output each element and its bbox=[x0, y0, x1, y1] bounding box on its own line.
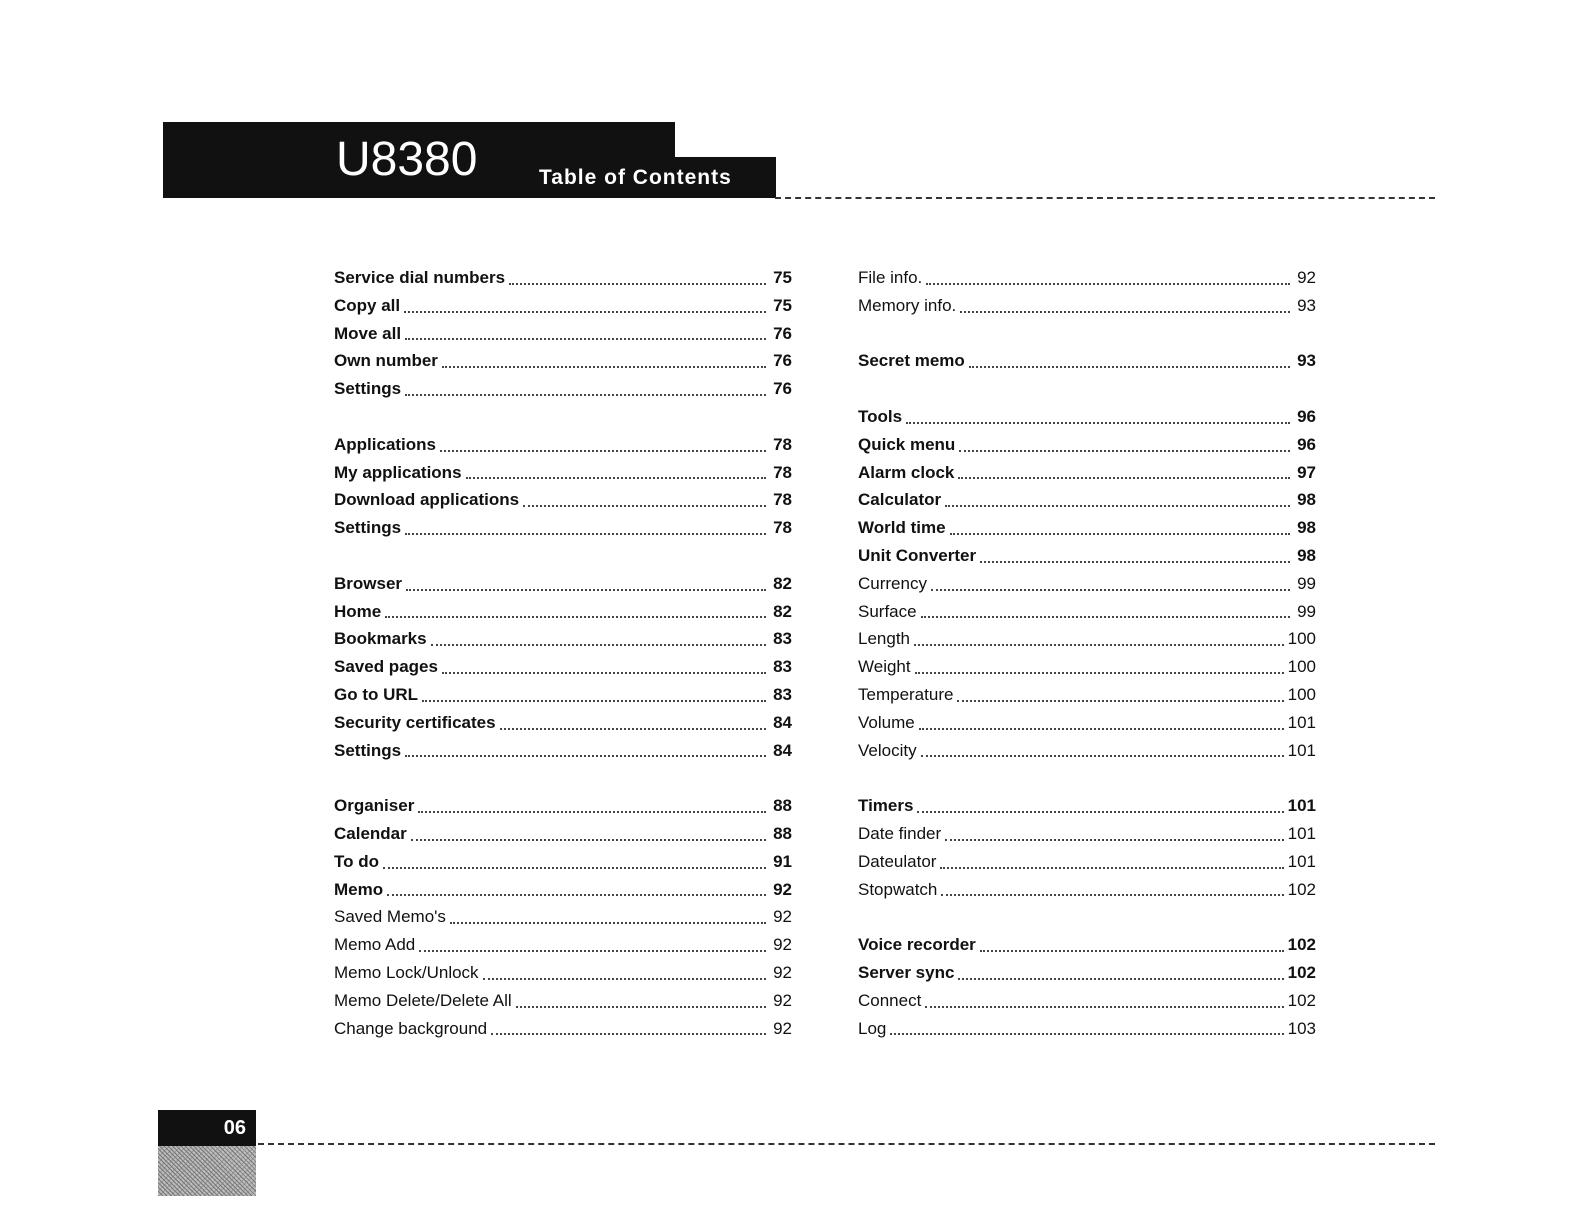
toc-entry-page: 101 bbox=[1287, 823, 1316, 843]
dot-leader bbox=[440, 449, 766, 452]
toc-entry[interactable] bbox=[858, 264, 1316, 292]
toc-entry[interactable] bbox=[334, 737, 792, 765]
toc-entry[interactable] bbox=[858, 625, 1316, 653]
toc-entry[interactable] bbox=[858, 876, 1316, 904]
page-tab-texture bbox=[158, 1146, 256, 1196]
toc-entry-title: Server sync bbox=[858, 962, 955, 982]
toc-entry-page: 102 bbox=[1287, 935, 1316, 955]
toc-entry-page: 84 bbox=[773, 740, 792, 760]
dot-leader bbox=[509, 282, 766, 285]
toc-entry-title: Download applications bbox=[334, 490, 520, 510]
toc-entry-title: Surface bbox=[858, 601, 917, 621]
toc-entry-page: 83 bbox=[773, 657, 792, 677]
dot-leader bbox=[405, 393, 766, 396]
dot-leader bbox=[383, 866, 766, 869]
toc-entry-title: Secret memo bbox=[858, 351, 965, 371]
toc-entry-title: Temperature bbox=[858, 684, 954, 704]
toc-entry-page: 76 bbox=[773, 379, 792, 399]
toc-entry-page: 101 bbox=[1287, 712, 1316, 732]
toc-entry[interactable] bbox=[858, 431, 1316, 459]
toc-entry[interactable] bbox=[858, 1015, 1316, 1043]
toc-entry-title: Own number bbox=[334, 351, 438, 371]
dot-leader bbox=[442, 365, 766, 368]
dot-leader bbox=[387, 893, 766, 896]
dot-leader bbox=[419, 949, 766, 952]
toc-entry-page: 99 bbox=[1297, 573, 1316, 593]
toc-entry[interactable] bbox=[334, 1015, 792, 1043]
dot-leader bbox=[466, 476, 766, 479]
dot-leader bbox=[500, 727, 766, 730]
toc-entry-page: 83 bbox=[773, 629, 792, 649]
toc-entry-title: Memo Delete/Delete All bbox=[334, 990, 512, 1010]
dot-leader bbox=[958, 476, 1290, 479]
toc-entry-title: Saved pages bbox=[334, 657, 438, 677]
toc-entry[interactable] bbox=[334, 598, 792, 626]
dot-leader bbox=[450, 921, 766, 924]
toc-entry[interactable] bbox=[334, 320, 792, 348]
dot-leader bbox=[404, 310, 766, 313]
toc-entry[interactable] bbox=[334, 876, 792, 904]
dot-leader bbox=[980, 560, 1290, 563]
dot-leader bbox=[442, 671, 766, 674]
page-number: 06 bbox=[158, 1110, 256, 1146]
section-gap bbox=[858, 903, 1316, 931]
toc-entry[interactable] bbox=[334, 347, 792, 375]
toc-entry-title: Date finder bbox=[858, 823, 942, 843]
toc-entry[interactable] bbox=[858, 459, 1316, 487]
dot-leader bbox=[406, 588, 766, 591]
toc-entry-title: Settings bbox=[334, 518, 402, 538]
toc-entry[interactable] bbox=[334, 681, 792, 709]
toc-entry-title: Calculator bbox=[858, 490, 942, 510]
toc-entry[interactable] bbox=[858, 681, 1316, 709]
toc-entry-title: Calendar bbox=[334, 823, 407, 843]
toc-entry-title: Dateulator bbox=[858, 851, 937, 871]
toc-entry-title: Unit Converter bbox=[858, 545, 977, 565]
toc-entry-page: 101 bbox=[1287, 851, 1316, 871]
toc-entry-title: Change background bbox=[334, 1018, 488, 1038]
dot-leader bbox=[925, 1005, 1283, 1008]
toc-entry[interactable] bbox=[858, 820, 1316, 848]
toc-entry-title: Service dial numbers bbox=[334, 268, 506, 287]
toc-entry-page: 100 bbox=[1287, 684, 1316, 704]
toc-entry-page: 92 bbox=[773, 879, 792, 899]
toc-entry[interactable] bbox=[334, 486, 792, 514]
toc-entry[interactable] bbox=[334, 431, 792, 459]
toc-entry[interactable] bbox=[334, 459, 792, 487]
toc-entry-title: Currency bbox=[858, 573, 927, 593]
toc-entry[interactable] bbox=[858, 931, 1316, 959]
toc-entry-title: Security certificates bbox=[334, 712, 496, 732]
toc-entry[interactable] bbox=[858, 653, 1316, 681]
toc-entry[interactable] bbox=[858, 959, 1316, 987]
toc-entry-page: 76 bbox=[773, 323, 792, 343]
section-gap bbox=[334, 403, 792, 431]
toc-entry[interactable] bbox=[858, 514, 1316, 542]
toc-entry[interactable] bbox=[858, 848, 1316, 876]
toc-entry-title: Volume bbox=[858, 712, 915, 732]
toc-entry-title: Log bbox=[858, 1018, 887, 1038]
dot-leader bbox=[890, 1032, 1283, 1035]
toc-left-column bbox=[334, 264, 792, 1042]
toc-entry[interactable] bbox=[858, 792, 1316, 820]
toc-entry[interactable] bbox=[858, 403, 1316, 431]
dot-leader bbox=[915, 671, 1284, 674]
toc-entry-page: 82 bbox=[773, 573, 792, 593]
toc-entry-page: 101 bbox=[1287, 796, 1316, 816]
section-gap bbox=[334, 542, 792, 570]
dot-leader bbox=[418, 810, 766, 813]
toc-entry-page: 97 bbox=[1297, 462, 1316, 482]
section-gap bbox=[858, 764, 1316, 792]
toc-entry-title: Voice recorder bbox=[858, 935, 976, 955]
dot-leader bbox=[921, 754, 1284, 757]
toc-entry-page: 83 bbox=[773, 684, 792, 704]
section-gap bbox=[334, 764, 792, 792]
dot-leader bbox=[914, 643, 1284, 646]
toc-entry[interactable] bbox=[334, 653, 792, 681]
toc-entry-title: Connect bbox=[858, 990, 922, 1010]
dot-leader bbox=[431, 643, 766, 646]
toc-entry-page: 92 bbox=[1297, 268, 1316, 287]
dot-leader bbox=[931, 588, 1290, 591]
toc-entry-title: Memo Add bbox=[334, 935, 416, 955]
toc-entry-title: Alarm clock bbox=[858, 462, 955, 482]
dot-leader bbox=[945, 838, 1283, 841]
toc-right-column bbox=[858, 264, 1316, 1042]
toc-entry-title: Go to URL bbox=[334, 684, 419, 704]
dot-leader bbox=[411, 838, 766, 841]
toc-entry-page: 102 bbox=[1287, 990, 1316, 1010]
model-name: U8380 bbox=[336, 133, 478, 186]
dot-leader bbox=[919, 727, 1284, 730]
toc-entry-title: Saved Memo's bbox=[334, 907, 446, 927]
toc-entry-page: 75 bbox=[773, 295, 792, 315]
toc-entry-title: Organiser bbox=[334, 796, 415, 816]
toc-entry-title: Browser bbox=[334, 573, 403, 593]
toc-entry-page: 99 bbox=[1297, 601, 1316, 621]
dot-leader bbox=[960, 310, 1290, 313]
dot-leader bbox=[980, 949, 1284, 952]
toc-entry-page: 96 bbox=[1297, 434, 1316, 454]
toc-entry-title: Memory info. bbox=[858, 295, 957, 315]
toc-entry[interactable] bbox=[334, 848, 792, 876]
toc-entry-page: 88 bbox=[773, 823, 792, 843]
toc-entry-title: Length bbox=[858, 629, 910, 649]
toc-entry-page: 100 bbox=[1287, 657, 1316, 677]
toc-entry[interactable] bbox=[334, 959, 792, 987]
dot-leader bbox=[945, 504, 1290, 507]
toc-entry-title: My applications bbox=[334, 462, 462, 482]
toc-entry-page: 93 bbox=[1297, 295, 1316, 315]
toc-entry[interactable] bbox=[334, 514, 792, 542]
dot-leader bbox=[491, 1032, 766, 1035]
section-gap bbox=[858, 375, 1316, 403]
toc-entry-page: 98 bbox=[1297, 545, 1316, 565]
toc-entry[interactable] bbox=[334, 264, 792, 292]
dot-leader bbox=[516, 1005, 766, 1008]
toc-entry-title: To do bbox=[334, 851, 379, 871]
toc-entry[interactable] bbox=[334, 987, 792, 1015]
toc-entry-title: Stopwatch bbox=[858, 879, 938, 899]
toc-entry[interactable] bbox=[334, 931, 792, 959]
toc-entry[interactable] bbox=[858, 598, 1316, 626]
dot-leader bbox=[483, 977, 766, 980]
dot-leader bbox=[917, 810, 1283, 813]
toc-entry-page: 96 bbox=[1297, 406, 1316, 426]
toc-entry-page: 103 bbox=[1287, 1018, 1316, 1038]
toc-entry[interactable] bbox=[334, 375, 792, 403]
toc-entry[interactable] bbox=[334, 792, 792, 820]
toc-entry-title: Weight bbox=[858, 657, 911, 677]
toc-entry-page: 102 bbox=[1287, 962, 1316, 982]
toc-entry-title: Memo Lock/Unlock bbox=[334, 962, 479, 982]
dot-leader bbox=[941, 893, 1283, 896]
dot-leader bbox=[969, 365, 1290, 368]
toc-entry-page: 98 bbox=[1297, 490, 1316, 510]
toc-entry-title: World time bbox=[858, 518, 946, 538]
dot-leader bbox=[950, 532, 1290, 535]
dot-leader bbox=[385, 615, 766, 618]
toc-entry[interactable] bbox=[858, 347, 1316, 375]
toc-entry-title: Bookmarks bbox=[334, 629, 427, 649]
dot-leader bbox=[906, 421, 1290, 424]
dot-leader bbox=[921, 615, 1290, 618]
toc-entry[interactable] bbox=[858, 292, 1316, 320]
toc-entry-page: 101 bbox=[1287, 740, 1316, 760]
header-divider bbox=[775, 197, 1435, 199]
toc-entry-page: 78 bbox=[773, 518, 792, 538]
toc-entry-title: File info. bbox=[858, 268, 923, 287]
toc-entry-title: Velocity bbox=[858, 740, 917, 760]
toc-entry[interactable] bbox=[858, 987, 1316, 1015]
toc-entry-title: Timers bbox=[858, 796, 914, 816]
toc-entry-page: 92 bbox=[773, 935, 792, 955]
toc-entry-title: Settings bbox=[334, 379, 402, 399]
toc-entry-page: 100 bbox=[1287, 629, 1316, 649]
dot-leader bbox=[926, 282, 1290, 285]
dot-leader bbox=[957, 699, 1283, 702]
dot-leader bbox=[422, 699, 766, 702]
toc-entry[interactable] bbox=[334, 903, 792, 931]
toc-entry-title: Memo bbox=[334, 879, 384, 899]
toc-entry[interactable] bbox=[858, 486, 1316, 514]
toc-entry-page: 78 bbox=[773, 462, 792, 482]
toc-entry-page: 91 bbox=[773, 851, 792, 871]
toc-entry-page: 93 bbox=[1297, 351, 1316, 371]
toc-entry[interactable] bbox=[858, 542, 1316, 570]
toc-entry-title: Tools bbox=[858, 406, 903, 426]
toc-entry[interactable] bbox=[334, 625, 792, 653]
dot-leader bbox=[523, 504, 766, 507]
toc-entry-title: Home bbox=[334, 601, 382, 621]
toc-entry-page: 78 bbox=[773, 434, 792, 454]
toc-entry-page: 76 bbox=[773, 351, 792, 371]
dot-leader bbox=[958, 977, 1283, 980]
toc-entry-title: Applications bbox=[334, 434, 437, 454]
dot-leader bbox=[405, 754, 766, 757]
toc-entry-title: Settings bbox=[334, 740, 402, 760]
toc-entry-page: 88 bbox=[773, 796, 792, 816]
toc-entry-page: 92 bbox=[773, 990, 792, 1010]
toc-entry-page: 102 bbox=[1287, 879, 1316, 899]
toc-entry-page: 98 bbox=[1297, 518, 1316, 538]
toc-entry-title: Copy all bbox=[334, 295, 401, 315]
toc-entry-title: Quick menu bbox=[858, 434, 956, 454]
toc-entry[interactable] bbox=[858, 737, 1316, 765]
toc-entry[interactable] bbox=[858, 709, 1316, 737]
dot-leader bbox=[940, 866, 1283, 869]
dot-leader bbox=[959, 449, 1290, 452]
dot-leader bbox=[405, 532, 766, 535]
footer-divider bbox=[258, 1143, 1435, 1145]
page-title: Table of Contents bbox=[539, 166, 732, 189]
toc-entry-page: 92 bbox=[773, 907, 792, 927]
toc-entry-page: 75 bbox=[773, 268, 792, 287]
section-gap bbox=[858, 320, 1316, 348]
toc-entry-page: 92 bbox=[773, 962, 792, 982]
toc-entry[interactable] bbox=[334, 292, 792, 320]
toc-entry-page: 92 bbox=[773, 1018, 792, 1038]
toc-entry[interactable] bbox=[858, 570, 1316, 598]
toc-entry-title: Move all bbox=[334, 323, 402, 343]
dot-leader bbox=[405, 337, 766, 340]
toc-entry-page: 82 bbox=[773, 601, 792, 621]
toc-entry[interactable] bbox=[334, 820, 792, 848]
toc-entry-page: 84 bbox=[773, 712, 792, 732]
toc-entry[interactable] bbox=[334, 709, 792, 737]
toc-entry-page: 78 bbox=[773, 490, 792, 510]
toc-entry[interactable] bbox=[334, 570, 792, 598]
